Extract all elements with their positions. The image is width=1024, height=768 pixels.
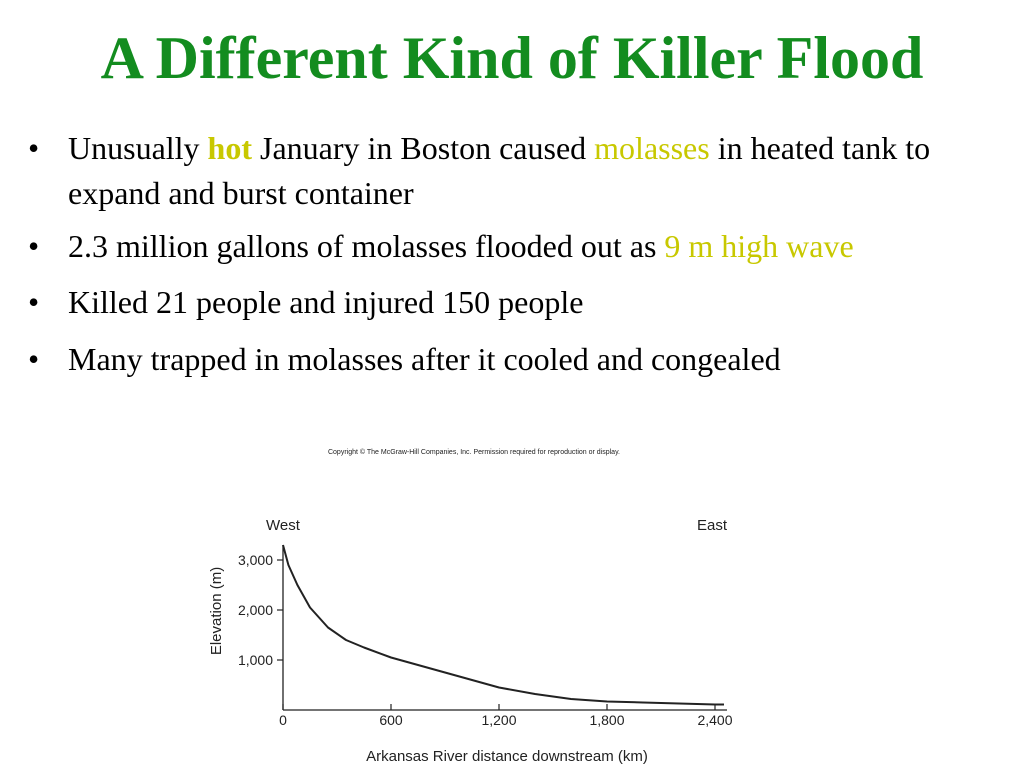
x-tick-label: 600 <box>379 712 403 728</box>
bullet-dot: • <box>28 228 40 264</box>
direction-label-east: East <box>696 517 728 534</box>
bullet-dot: • <box>28 341 40 377</box>
x-tick-label: 1,800 <box>589 712 625 728</box>
bullet-dot: • <box>28 130 40 166</box>
x-tick-label: 0 <box>279 712 287 728</box>
slide-title: A Different Kind of Killer Flood <box>100 25 924 91</box>
bullet-text: Unusually <box>68 130 208 166</box>
bullet-text: Many trapped in molasses after it cooled and congealed <box>68 341 781 377</box>
elevation-profile-line <box>283 545 724 705</box>
x-tick-label: 1,200 <box>481 712 517 728</box>
highlight-hot: hot <box>207 130 252 166</box>
y-tick-label: 3,000 <box>237 552 273 568</box>
x-tick-label: 2,400 <box>697 712 733 728</box>
highlight-wave: 9 m high wave <box>664 228 854 264</box>
y-tick-label: 2,000 <box>237 602 273 618</box>
bullet-text: in heated tank to expand and burst container <box>68 130 931 211</box>
y-tick-label: 1,000 <box>237 652 273 668</box>
bullet-text: January in Boston caused <box>252 130 595 166</box>
highlight-molasses: molasses <box>594 130 710 166</box>
bullet-text: Killed 21 people and injured 150 people <box>68 284 584 320</box>
direction-label-west: West <box>266 517 300 534</box>
copyright-notice: Copyright © The McGraw-Hill Companies, Inc. Permission required for reproduction or display. <box>327 449 621 456</box>
y-axis-label: Elevation (m) <box>208 566 225 656</box>
x-axis-label: Arkansas River distance downstream (km) <box>366 748 648 765</box>
bullet-text: 2.3 million gallons of molasses flooded out as <box>68 228 665 264</box>
bullet-dot: • <box>28 284 40 320</box>
